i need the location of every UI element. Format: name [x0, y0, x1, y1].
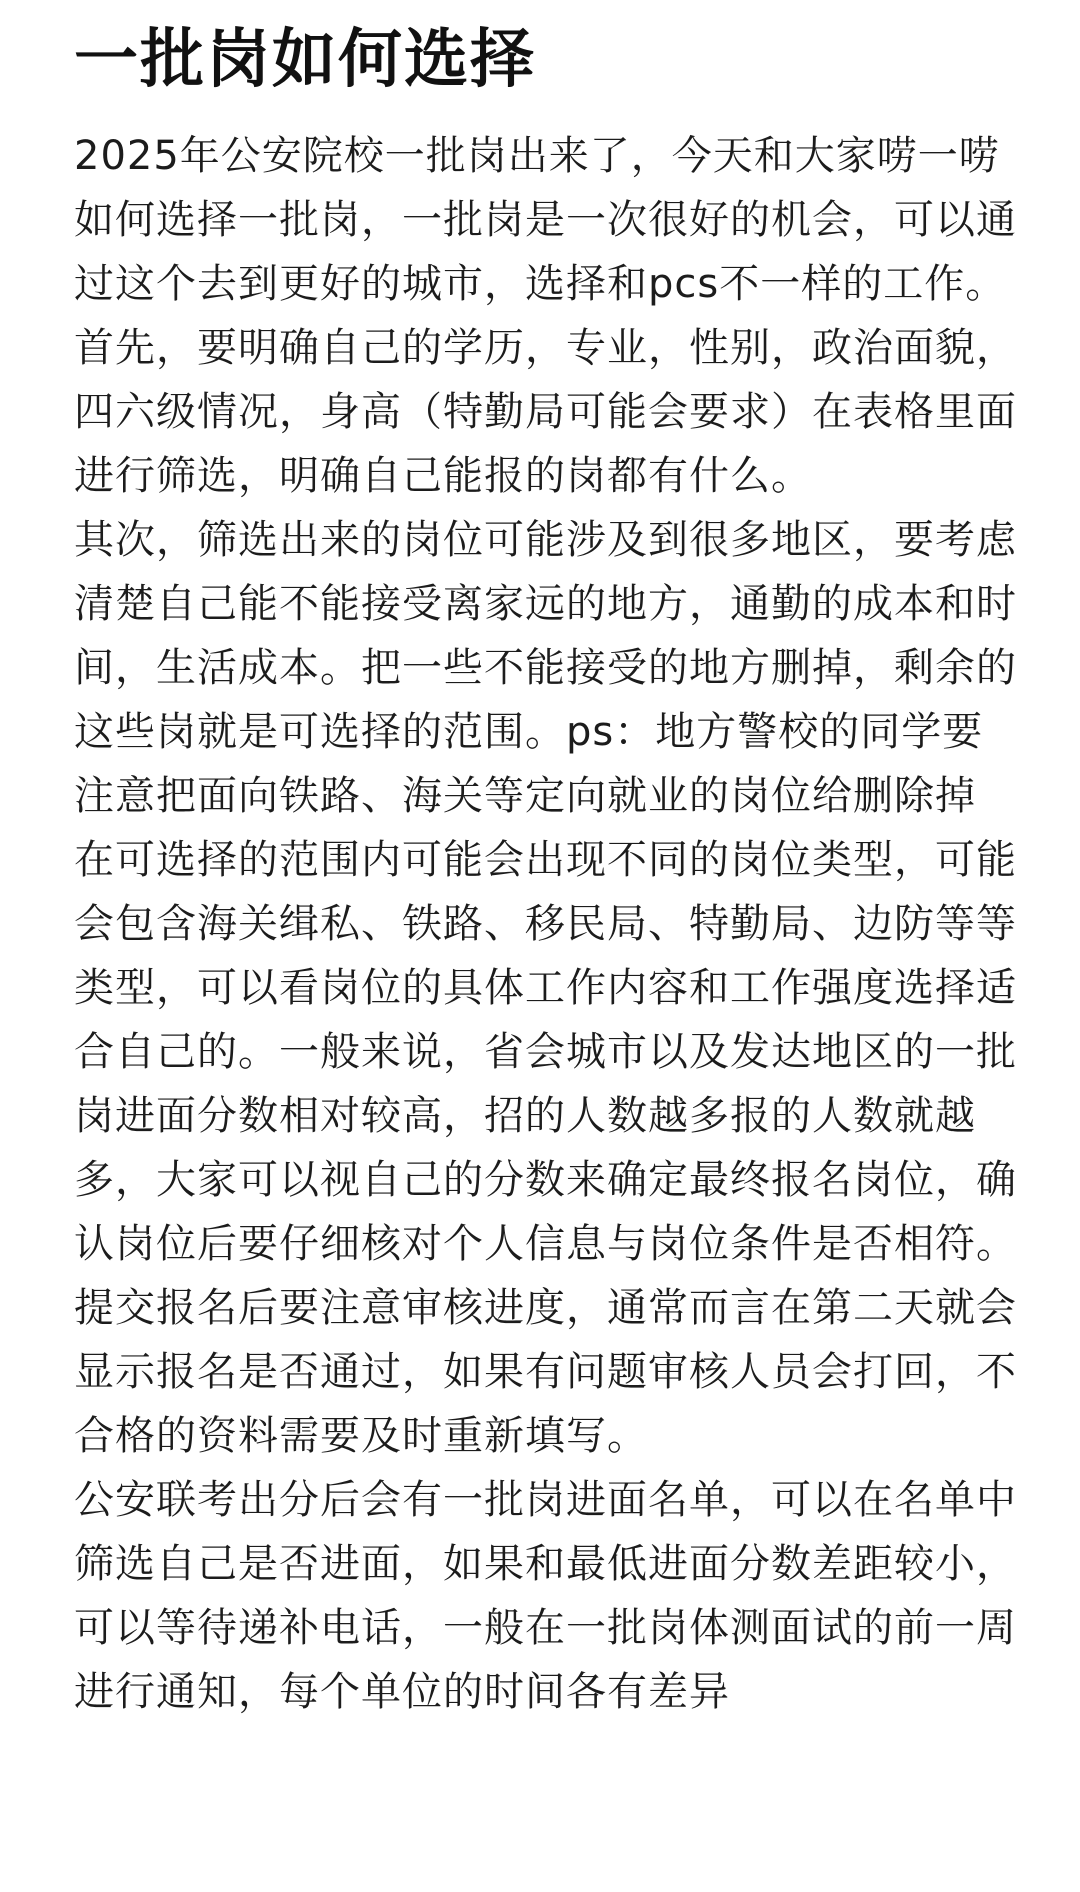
paragraph-intro: 2025年公安院校一批岗出来了，今天和大家唠一唠如何选择一批岗，一批岗是一次很好的机会，可以通过这个去到更好的城市，选择和pcs不一样的工作。 — [74, 133, 1017, 307]
article-body — [74, 124, 1022, 1724]
article-title: 一批岗如何选择 — [74, 23, 536, 97]
paragraph-interview-list: 公安联考出分后会有一批岗进面名单，可以在名单中筛选自己是否进面，如果和最低进面分数差距较小，可以等待递补电话，一般在一批岗体测面试的前一周进行通知，每个单位的时间各有差异 — [74, 1477, 1017, 1715]
paragraph-second-step: 其次，筛选出来的岗位可能涉及到很多地区，要考虑清楚自己能不能接受离家远的地方，通勤的成本和时间，生活成本。把一些不能接受的地方删掉，剩余的这些岗就是可选择的范围。ps：地方警校的同学要注意把面向铁路、海关等定向就业的岗位给删除掉 — [74, 517, 1017, 819]
paragraph-position-types: 在可选择的范围内可能会出现不同的岗位类型，可能会包含海关缉私、铁路、移民局、特勤局、边防等等类型，可以看岗位的具体工作内容和工作强度选择适合自己的。一般来说，省会城市以及发达地区的一批岗进面分数相对较高，招的人数越多报的人数就越多，大家可以视自己的分数来确定最终报名岗位，确认岗位后要仔细核对个人信息与岗位条件是否相符。 — [74, 837, 1017, 1267]
paragraph-first-step: 首先，要明确自己的学历，专业，性别，政治面貌，四六级情况，身高（特勤局可能会要求）在表格里面进行筛选，明确自己能报的岗都有什么。 — [74, 325, 1017, 499]
paragraph-review-progress: 提交报名后要注意审核进度，通常而言在第二天就会显示报名是否通过，如果有问题审核人员会打回，不合格的资料需要及时重新填写。 — [74, 1285, 1017, 1459]
